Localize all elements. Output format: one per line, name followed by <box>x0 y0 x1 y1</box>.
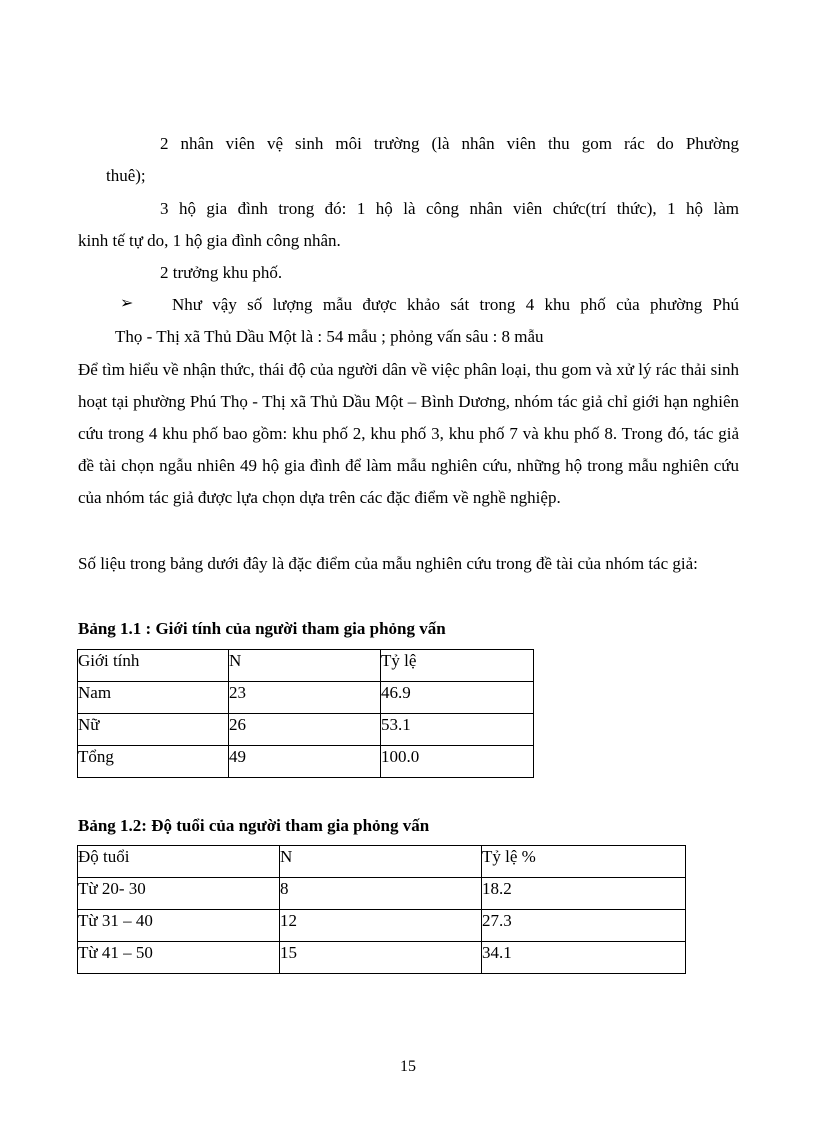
table-header-cell: Giới tính <box>78 650 229 682</box>
table2-caption: Bảng 1.2: Độ tuổi của người tham gia phỏng vấn <box>78 816 430 835</box>
table-cell: Tổng <box>78 746 229 778</box>
paragraph-households-line2: kinh tế tự do, 1 hộ gia đình công nhân. <box>78 231 341 250</box>
paragraph-heads: 2 trưởng khu phố. <box>160 263 283 282</box>
table1-caption: Bảng 1.1 : Giới tính của người tham gia phỏng vấn <box>78 619 446 638</box>
gender-table <box>77 649 534 778</box>
table-header-cell: Tỷ lệ % <box>482 846 686 878</box>
table-cell: 8 <box>280 878 482 910</box>
table-row <box>78 910 686 942</box>
page-number: 15 <box>400 1058 416 1075</box>
table-header-row <box>78 650 534 682</box>
table-cell: Nam <box>78 682 229 714</box>
table-cell: Từ 41 – 50 <box>78 942 280 974</box>
table-row <box>78 878 686 910</box>
table-header-cell: Tỷ lệ <box>381 650 534 682</box>
table-row <box>78 746 534 778</box>
table-cell: 27.3 <box>482 910 686 942</box>
paragraph-households-line1: 3 hộ gia đình trong đó: 1 hộ là công nhân viên chức(trí thức), 1 hộ làm <box>160 199 739 218</box>
age-table <box>77 845 686 974</box>
paragraph-staff-line2: thuê); <box>106 166 146 185</box>
table-cell: 49 <box>229 746 381 778</box>
table-cell: 23 <box>229 682 381 714</box>
paragraph-staff-line1: 2 nhân viên vệ sinh môi trường (là nhân viên thu gom rác do Phường <box>160 134 739 153</box>
table-header-cell: Độ tuổi <box>78 846 280 878</box>
table-row <box>78 682 534 714</box>
table-header-cell: N <box>280 846 482 878</box>
table-row <box>78 942 686 974</box>
table-cell: 34.1 <box>482 942 686 974</box>
paragraph-research-scope: Để tìm hiểu về nhận thức, thái độ của người dân về việc phân loại, thu gom và xử lý rác thải sinh hoạt tại phường Phú Thọ - Thị xã Thủ Dầu Một – Bình Dương, nhóm tác giả chỉ giới hạn nghiên cứu trong 4 khu phố bao gồm: khu phố 2, khu phố 3, khu phố 7 và khu phố 8. Trong đó, tác giả đề tài chọn ngẫu nhiên 49 hộ gia đình để làm mẫu nghiên cứu, những hộ trong mẫu nghiên cứu của nhóm tác giả được lựa chọn dựa trên các đặc điểm về nghề nghiệp. <box>78 360 739 507</box>
table-cell: 53.1 <box>381 714 534 746</box>
table-cell: Từ 31 – 40 <box>78 910 280 942</box>
table-cell: 15 <box>280 942 482 974</box>
table-cell: 18.2 <box>482 878 686 910</box>
table-cell: 26 <box>229 714 381 746</box>
arrow-bullet-icon: ➢ <box>120 295 134 312</box>
table-cell: Nữ <box>78 714 229 746</box>
table-cell: 12 <box>280 910 482 942</box>
paragraph-table-intro: Số liệu trong bảng dưới đây là đặc điểm của mẫu nghiên cứu trong đề tài của nhóm tác giả: <box>78 554 698 573</box>
bullet-summary-line2: Thọ - Thị xã Thủ Dầu Một là : 54 mẫu ; phỏng vấn sâu : 8 mẫu <box>115 327 544 346</box>
table-header-cell: N <box>229 650 381 682</box>
table-row <box>78 714 534 746</box>
table-cell: 46.9 <box>381 682 534 714</box>
table-cell: Từ 20- 30 <box>78 878 280 910</box>
bullet-summary-line1: Như vậy số lượng mẫu được khảo sát trong 4 khu phố của phường Phú <box>172 295 739 314</box>
table-cell: 100.0 <box>381 746 534 778</box>
table-header-row <box>78 846 686 878</box>
